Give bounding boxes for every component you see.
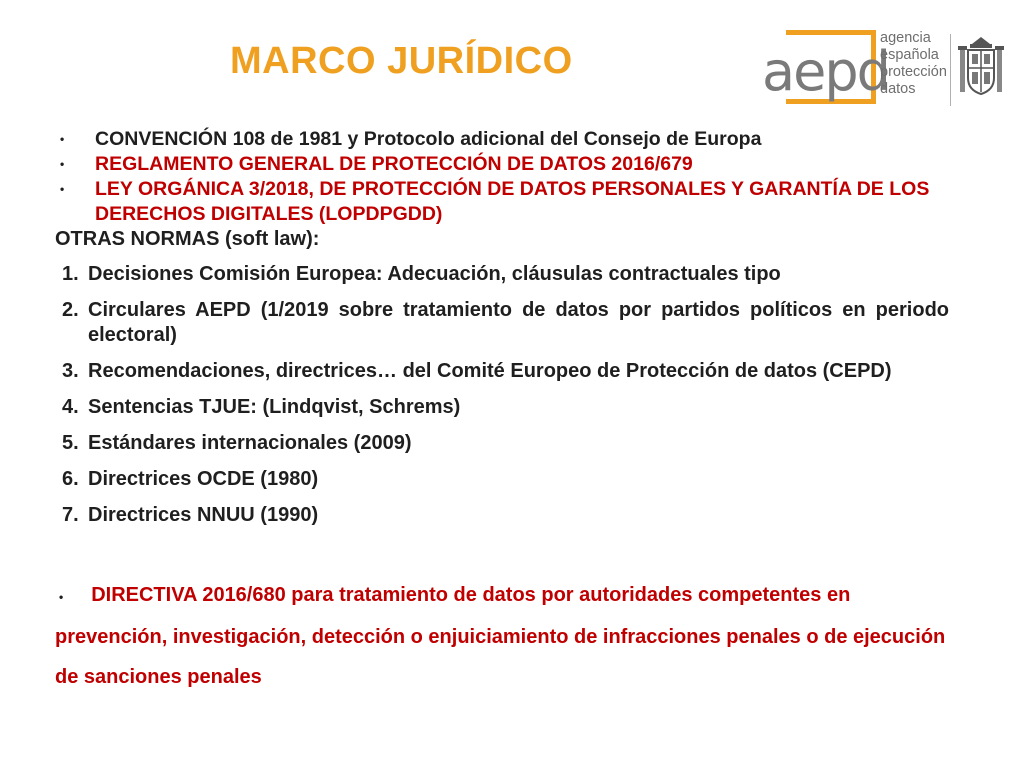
list-item	[62, 467, 949, 492]
list-item	[62, 298, 949, 348]
bullet-item	[60, 177, 960, 227]
list-item-text: Directrices OCDE (1980)	[88, 468, 319, 490]
bullet-item	[60, 127, 960, 152]
main-bullet-list	[60, 127, 960, 227]
bullet-text: LEY ORGÁNICA 3/2018, DE PROTECCIÓN DE DATOS PERSONALES Y GARANTÍA DE LOS DERECHOS DIGITALES (LOPDPGDD)	[95, 178, 930, 225]
list-item	[62, 395, 949, 420]
logo-line: española	[880, 47, 939, 63]
directiva-paragraph	[55, 575, 955, 697]
list-item-text: Circulares AEPD (1/2019 sobre tratamiento de datos por partidos políticos en periodo electoral)	[88, 299, 949, 346]
list-item	[62, 503, 949, 528]
list-item-text: Sentencias TJUE: (Lindqvist, Schrems)	[88, 396, 461, 418]
logo-line: datos	[880, 81, 916, 97]
bullet-dot-icon: •	[60, 132, 65, 146]
soft-law-list	[62, 262, 949, 539]
list-item	[62, 431, 949, 456]
list-number: 2.	[62, 299, 79, 321]
bullet-dot-icon: •	[60, 157, 65, 171]
coat-of-arms-icon	[958, 34, 1004, 104]
list-item-text: Recomendaciones, directrices… del Comité Europeo de Protección de datos (CEPD)	[88, 360, 892, 382]
list-number: 7.	[62, 504, 79, 526]
logo-line: protección	[880, 64, 947, 80]
list-number: 6.	[62, 468, 79, 490]
bullet-text: CONVENCIÓN 108 de 1981 y Protocolo adicional del Consejo de Europa	[95, 128, 762, 150]
list-number: 1.	[62, 263, 79, 285]
list-item-text: Estándares internacionales (2009)	[88, 432, 412, 454]
bullet-item	[60, 152, 960, 177]
directiva-text: DIRECTIVA 2016/680 para tratamiento de datos por autoridades competentes en prevención, investigación, detección o enjuiciamiento de infracciones penales o de ejecución de sanciones penales	[55, 584, 946, 688]
logo-line: agencia	[880, 30, 931, 46]
list-item	[62, 359, 949, 384]
bullet-dot-icon: •	[60, 182, 65, 196]
list-item-text: Directrices NNUU (1990)	[88, 504, 319, 526]
logo-wordmark: aepd	[762, 40, 889, 103]
page-title: MARCO JURÍDICO	[230, 40, 573, 82]
list-number: 4.	[62, 396, 79, 418]
soft-law-heading: OTRAS NORMAS (soft law):	[55, 228, 320, 250]
logo-divider	[950, 34, 951, 106]
bullet-dot-icon: •	[59, 590, 64, 604]
logo-caption	[880, 30, 947, 98]
list-number: 3.	[62, 360, 79, 382]
list-number: 5.	[62, 432, 79, 454]
list-item-text: Decisiones Comisión Europea: Adecuación, cláusulas contractuales tipo	[88, 263, 781, 285]
bullet-text: REGLAMENTO GENERAL DE PROTECCIÓN DE DATOS 2016/679	[95, 153, 693, 175]
list-item	[62, 262, 949, 287]
aepd-logo	[762, 28, 1007, 110]
